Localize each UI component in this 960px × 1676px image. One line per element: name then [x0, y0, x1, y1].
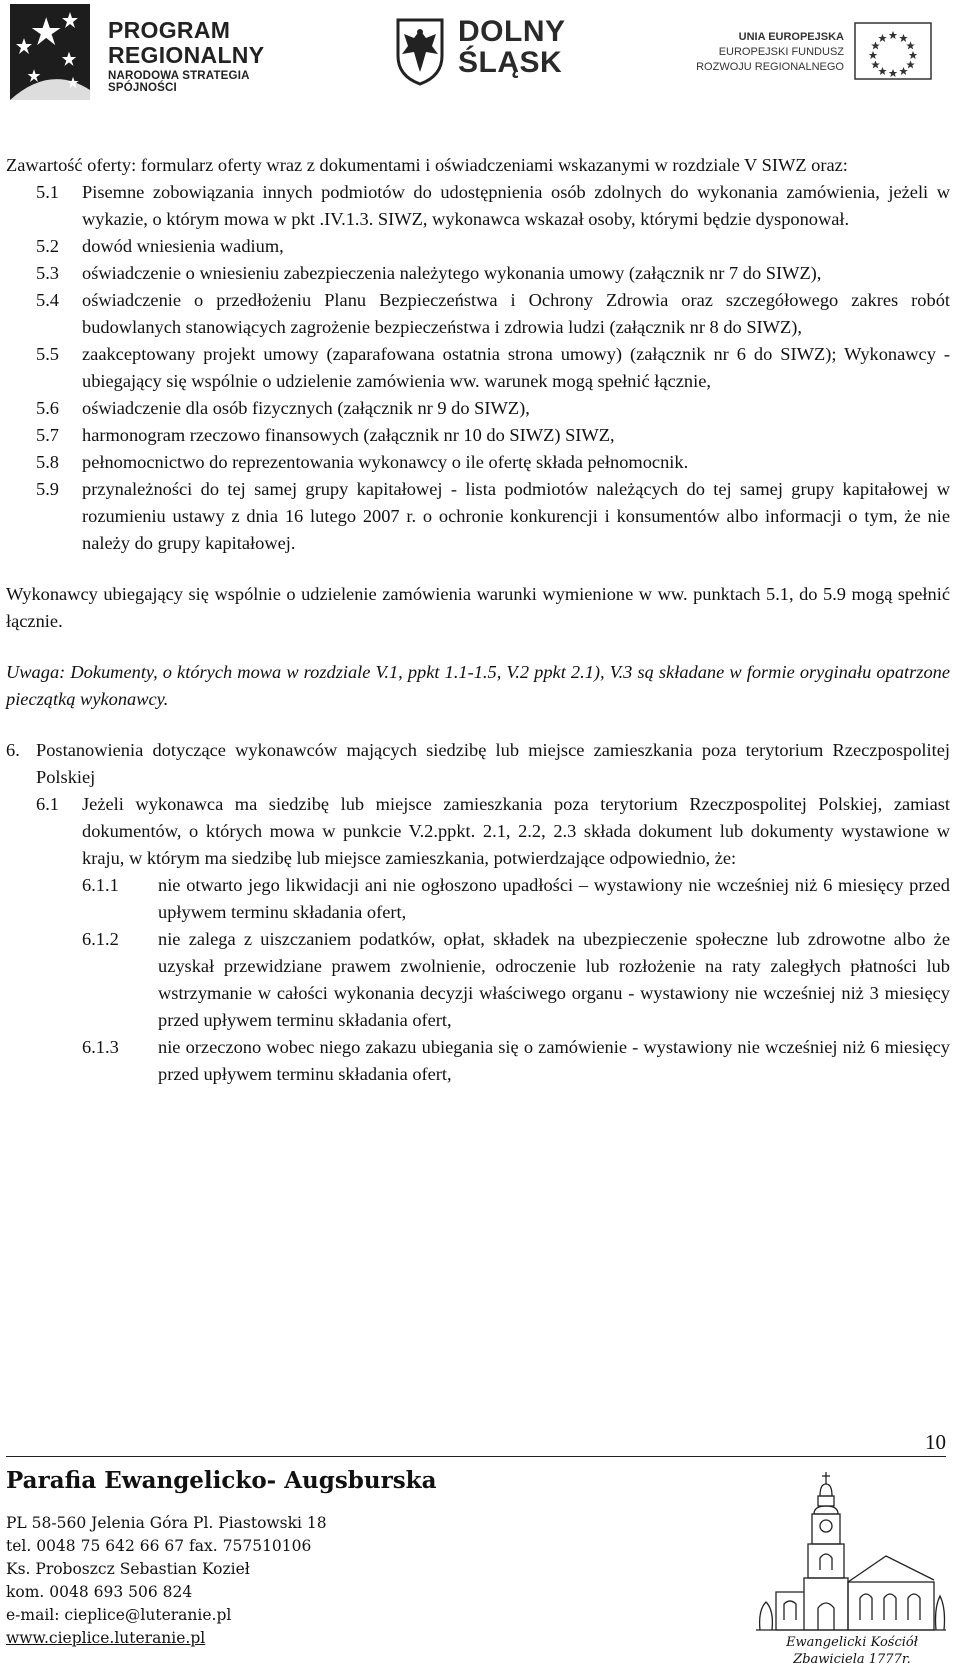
program-logo-line1: PROGRAM [108, 17, 231, 43]
parish-priest: Ks. Proboszcz Sebastian Kozieł [6, 1560, 250, 1578]
footer-divider [6, 1456, 946, 1457]
program-logo-line2: REGIONALNY [108, 42, 265, 68]
list-item [6, 260, 950, 287]
list-item [6, 287, 950, 341]
mobile-phone: kom. 0048 693 506 824 [6, 1583, 193, 1601]
sub-item-number: 6.1.3 [82, 1037, 119, 1057]
list-item [6, 233, 950, 260]
list-item-number: 5.6 [36, 398, 59, 418]
page-footer [6, 1466, 437, 1650]
section-6-heading [6, 737, 950, 791]
list-item-number: 5.7 [36, 425, 59, 445]
list-item-text: dowód wniesienia wadium, [82, 236, 284, 256]
list-item-number: 5.5 [36, 344, 59, 364]
joint-bidders-note: Wykonawcy ubiegający się wspólnie o udzielenie zamówienia warunki wymienione w ww. punktach 5.1, do 5.9 mogą spełnić łącznie. [6, 584, 950, 631]
sub-item-text: nie otwarto jego likwidacji ani nie ogłoszono upadłości – wystawiony nie wcześniej niż 6 miesięcy przed upływem terminu składania ofert, [158, 875, 950, 922]
region-logo-line2: ŚLĄSK [458, 46, 563, 79]
list-item-text: oświadczenie o wniesieniu zabezpieczenia należytego wykonania umowy (załącznik nr 7 do SIWZ), [82, 263, 822, 283]
sub-item-number: 6.1.1 [82, 875, 119, 895]
list-item-number: 5.2 [36, 236, 59, 256]
list-item [6, 449, 950, 476]
eu-logo-line1: UNIA EUROPEJSKA [738, 31, 844, 43]
region-logo-line1: DOLNY [458, 15, 566, 48]
sub-item [6, 926, 950, 1034]
sub-item-text: nie zalega z uiszczaniem podatków, opłat, składek na ubezpieczenie społeczne lub zdrowotne albo że uzyskał przewidziane prawem zwolnienie, odroczenie lub rozłożenie na raty zaległych płatności lub wstrzymanie w całości wykonania decyzji właściwego organu - wystawiony nie wcześniej niż 3 miesięcy przed upływem terminu składania ofert, [158, 929, 950, 1030]
eu-logo-line2: EUROPEJSKI FUNDUSZ [718, 46, 844, 58]
list-item-number: 5.4 [36, 290, 59, 310]
list-item [6, 422, 950, 449]
list-item-number: 6.1 [36, 794, 59, 814]
section-title: Postanowienia dotyczące wykonawców mających siedzibę lub miejsce zamieszkania poza terytorium Rzeczpospolitej Polskiej [36, 740, 950, 787]
eagle-crest-icon [392, 16, 448, 86]
list-item-number: 5.9 [36, 479, 59, 499]
parish-name: Parafia Ewangelicko- Augsburska [6, 1467, 437, 1494]
list-item-number: 5.1 [36, 182, 59, 202]
list-item [6, 341, 950, 395]
section-6-item [6, 791, 950, 872]
page-header [0, 0, 960, 110]
program-regionalny-logo [10, 4, 310, 100]
dolny-slask-text [458, 16, 566, 78]
remark-paragraph: Uwaga: Dokumenty, o których mowa w rozdziale V.1, ppkt 1.1-1.5, V.2 ppkt 2.1), V.3 są składane w formie oryginału opatrzone pieczątką wykonawcy. [6, 662, 950, 709]
sub-item [6, 1034, 950, 1088]
list-item-text: pełnomocnictwo do reprezentowania wykonawcy o ile ofertę składa pełnomocnik. [82, 452, 689, 472]
star-flag-icon [10, 4, 98, 100]
list-item-text: Jeżeli wykonawca ma siedzibę lub miejsce zamieszkania poza terytorium Rzeczpospolitej Polskiej, zamiast dokumentów, o których mowa w punkcie V.2.ppkt. 2.1, 2.2, 2.3 składa dokument lub dokumenty wystawione w kraju, w którym ma siedzibę lub miejsce zamieszkania, potwierdzające odpowiednio, że: [82, 794, 950, 868]
postal-address: PL 58-560 Jelenia Góra Pl. Piastowski 18 [6, 1514, 327, 1532]
section-number: 6. [6, 740, 20, 760]
list-item-text: Pisemne zobowiązania innych podmiotów do udostępnienia osób zdolnych do wykonania zamówienia, jeżeli w wykazie, o którym mowa w pkt .IV.1.3. SIWZ, wykonawca wskazał osoby, którymi będzie dysponował. [82, 182, 950, 229]
email-address[interactable]: e-mail: cieplice@luteranie.pl [6, 1606, 232, 1624]
list-item [6, 395, 950, 422]
list-item-text: harmonogram rzeczowo finansowych (załącznik nr 10 do SIWZ) SIWZ, [82, 425, 615, 445]
list-item-text: przynależności do tej samej grupy kapitałowej - lista podmiotów należących do tej samej grupy kapitałowej w rozumieniu ustawy z dnia 16 lutego 2007 r. o ochronie konkurencji i konsumentów albo informacji o tym, że nie należy do grupy kapitałowej. [82, 479, 950, 553]
list-item-text: oświadczenie o przedłożeniu Planu Bezpieczeństwa i Ochrony Zdrowia oraz szczegółowego zakres robót budowlanych stanowiących zagrożenie bezpieczeństwa i zdrowia ludzi (załącznik nr 8 do SIWZ), [82, 290, 950, 337]
offer-items-list [6, 179, 950, 557]
list-item-text: oświadczenie dla osób fizycznych (załącznik nr 9 do SIWZ), [82, 398, 530, 418]
document-body [6, 152, 950, 1088]
sub-item-text: nie orzeczono wobec niego zakazu ubiegania się o zamówienie - wystawiony nie wcześniej niż 6 miesięcy przed upływem terminu składania ofert, [158, 1037, 950, 1084]
page-number: 10 [925, 1430, 946, 1454]
church-caption: Ewangelicki Kościół Zbawiciela 1777r. [786, 1635, 918, 1667]
church-illustration [756, 1470, 946, 1634]
dolny-slask-logo [392, 14, 592, 94]
offer-contents-intro: Zawartość oferty: formularz oferty wraz z dokumentami i oświadczeniami wskazanymi w rozdziale V SIWZ oraz: [6, 155, 848, 175]
list-item-number: 5.3 [36, 263, 59, 283]
list-item [6, 179, 950, 233]
eu-logo [694, 22, 950, 92]
phone-fax: tel. 0048 75 642 66 67 fax. 757510106 [6, 1537, 312, 1555]
program-logo-line3: NARODOWA STRATEGIA SPÓJNOŚCI [108, 70, 250, 94]
sub-item-number: 6.1.2 [82, 929, 119, 949]
eu-logo-text [694, 30, 844, 75]
eu-flag-icon [854, 22, 932, 80]
list-item [6, 476, 950, 557]
program-logo-text [108, 18, 310, 94]
list-item-text: zaakceptowany projekt umowy (zaparafowana ostatnia strona umowy) (załącznik nr 6 do SIWZ); Wykonawcy - ubiegający się wspólnie o udzielenie zamówienia ww. warunek mogą spełnić łącznie, [82, 344, 950, 391]
list-item-number: 5.8 [36, 452, 59, 472]
eu-logo-line3: ROZWOJU REGIONALNEGO [696, 61, 844, 73]
website-link[interactable]: www.cieplice.luteranie.pl [6, 1629, 206, 1647]
sub-item [6, 872, 950, 926]
